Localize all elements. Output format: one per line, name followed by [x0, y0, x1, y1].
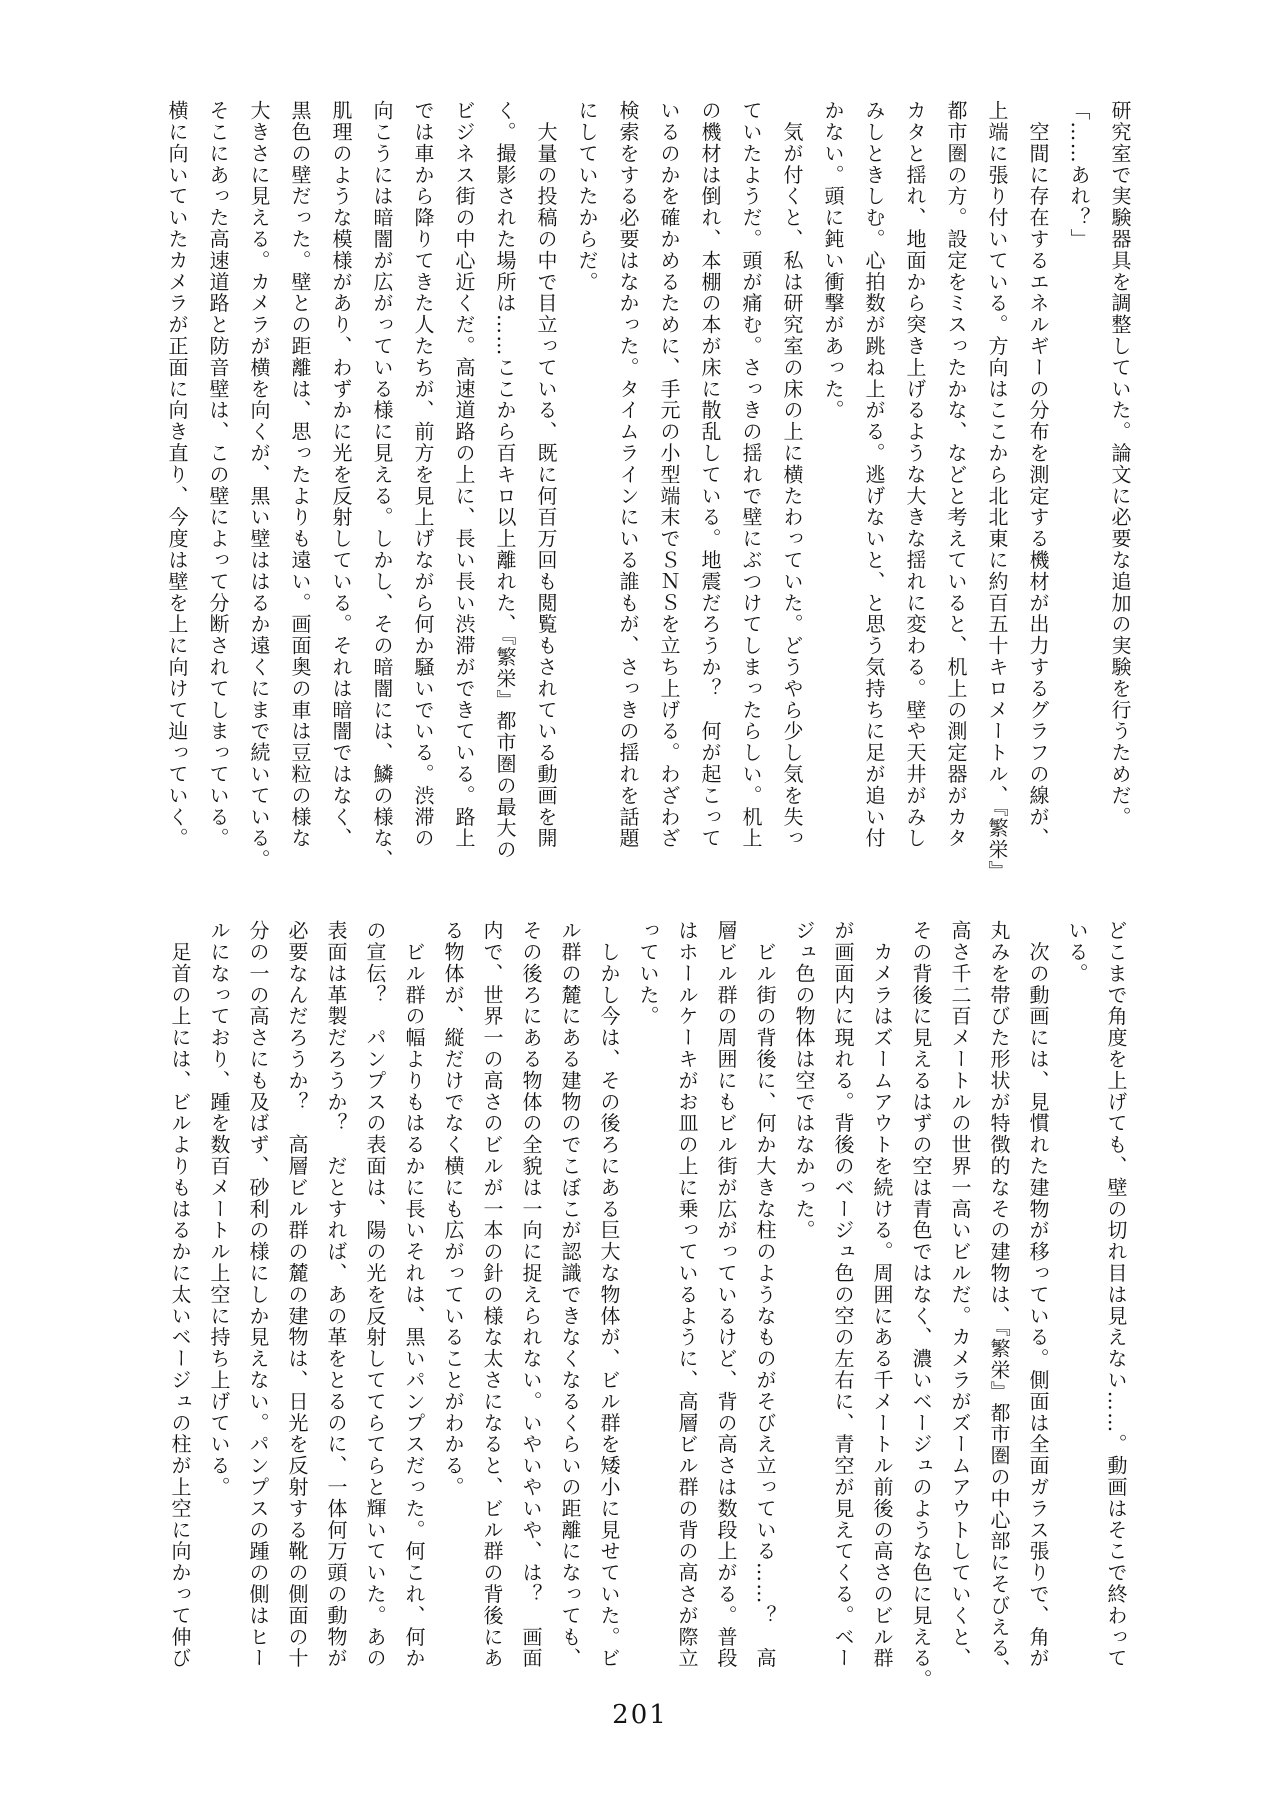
text-line: ビル群の幅よりもはるかに長いそれは、黒いパンプスだった。何これ、何か	[402, 920, 426, 1669]
text-line: いる。	[1065, 920, 1089, 985]
text-line: 大きさに見える。カメラが横を向くが、黒い壁ははるか遠くにまで続いている。	[247, 100, 271, 871]
text-line: ジュ色の物体は空ではなかった。	[792, 920, 816, 1241]
text-line: はホールケーキがお皿の上に乗っているように、高層ビル群の背の高さが際立	[675, 920, 699, 1669]
text-line: 高さ千二百メートルの世界一高いビルだ。カメラがズームアウトしていくと、	[948, 920, 972, 1669]
text-line: ルになっており、踵を数百メートル上空に持ち上げている。	[207, 920, 231, 1498]
text-line: 横に向いていたカメラが正面に向き直り、今度は壁を上に向けて辿っていく。	[165, 100, 189, 849]
text-line: 丸みを帯びた形状が特徴的なその建物は、『繁栄』都市圏の中心部にそびえる、	[987, 920, 1011, 1681]
text-line: しかし今は、その後ろにある巨大な物体が、ビル群を矮小に見せていた。ビ	[597, 920, 621, 1669]
text-line: 必要なんだろうか？ 高層ビル群の麓の建物は、日光を反射する靴の側面の十	[285, 920, 309, 1669]
text-line: ル群の麓にある建物のでこぼこが認識できなくなるくらいの距離になっても、	[558, 920, 582, 1669]
page-footer	[0, 1700, 1280, 1730]
text-line: 肌理のような模様があり、わずかに光を反射している。それは暗闇ではなく、	[329, 100, 353, 849]
text-line: 検索をする必要はなかった。タイムラインにいる誰もが、さっきの揺れを話題	[616, 100, 640, 849]
text-line: の機材は倒れ、本棚の本が床に散乱している。地震だろうか？ 何が起こって	[698, 100, 722, 849]
text-line: いるのかを確かめるために、手元の小型端末でＳＮＳを立ち上げる。わざわざ	[657, 100, 681, 849]
text-line: 黒色の壁だった。壁との距離は、思ったよりも遠い。画面奥の車は豆粒の様な	[288, 100, 312, 849]
text-line: 「……あれ？」	[1067, 100, 1091, 250]
text-line: 研究室で実験器具を調整していた。論文に必要な追加の実験を行うためだ。	[1108, 100, 1132, 828]
text-line: ビジネス街の中心近くだ。高速道路の上に、長い長い渋滞ができている。路上	[452, 100, 476, 849]
text-line: どこまで角度を上げても、壁の切れ目は見えない……。動画はそこで終わって	[1104, 920, 1128, 1669]
text-line: 分の一の高さにも及ばず、砂利の様にしか見えない。パンプスの踵の側はヒー	[246, 920, 270, 1669]
text-line: かない。頭に鈍い衝撃があった。	[821, 100, 845, 421]
text-line: その背後に見えるはずの空は青色ではなく、濃いベージュのような色に見える。	[909, 920, 933, 1691]
text-line: 表面は革製だろうか？ だとすれば、あの革をとるのに、一体何万頭の動物が	[324, 920, 348, 1669]
text-line: 足首の上には、ビルよりもはるかに太いベージュの柱が上空に向かって伸び	[168, 920, 192, 1669]
text-block-bottom	[160, 920, 1135, 1691]
text-line: 次の動画には、見慣れた建物が移っている。側面は全面ガラス張りで、角が	[1026, 920, 1050, 1669]
text-line: ビル街の背後に、何か大きな柱のようなものがそびえ立っている……？ 高	[753, 920, 777, 1669]
text-line: 都市圏の方。設定をミスったかな、などと考えていると、机上の測定器がカタ	[944, 100, 968, 849]
text-line: では車から降りてきた人たちが、前方を見上げながら何か騒いでいる。渋滞の	[411, 100, 435, 849]
text-line: 気が付くと、私は研究室の床の上に横たわっていた。どうやら少し気を失っ	[780, 100, 804, 849]
text-line: 上端に張り付いている。方向はここから北北東に約百五十キロメートル、『繁栄』	[985, 100, 1009, 882]
text-line: 向こうには暗闇が広がっている様に見える。しかし、その暗闇には、鱗の様な、	[370, 100, 394, 871]
text-line: く。撮影された場所は……ここから百キロ以上離れた、『繁栄』都市圏の最大の	[493, 100, 517, 861]
text-line: カタと揺れ、地面から突き上げるような大きな揺れに変わる。壁や天井がみし	[903, 100, 927, 849]
text-line: そこにあった高速道路と防音壁は、この壁によって分断されてしまっている。	[206, 100, 230, 849]
text-line: っていた。	[636, 920, 660, 1027]
text-line: その後ろにある物体の全貌は一向に捉えられない。いやいやいや、は？ 画面	[519, 920, 543, 1669]
page-number: 201	[612, 1700, 668, 1730]
text-line: 空間に存在するエネルギーの分布を測定する機材が出力するグラフの線が、	[1026, 100, 1050, 849]
text-line: みしときしむ。心拍数が跳ね上がる。逃げないと、と思う気持ちに足が追い付	[862, 100, 886, 849]
text-line: 層ビル群の周囲にもビル街が広がっているけど、背の高さは数段上がる。普段	[714, 920, 738, 1669]
text-line: る物体が、縦だけでなく横にも広がっていることがわかる。	[441, 920, 465, 1498]
text-line: にしていたからだ。	[575, 100, 599, 293]
text-block-top	[156, 100, 1140, 882]
text-line: が画面内に現れる。背後のベージュ色の空の左右に、青空が見えてくる。ベー	[831, 920, 855, 1669]
text-line: カメラはズームアウトを続ける。周囲にある千メートル前後の高さのビル群	[870, 920, 894, 1669]
text-line: 大量の投稿の中で目立っている、既に何百万回も閲覧もされている動画を開	[534, 100, 558, 849]
text-line: 内で、世界一の高さのビルが一本の針の様な太さになると、ビル群の背後にあ	[480, 920, 504, 1669]
text-line: の宣伝？ パンプスの表面は、陽の光を反射しててらてらと輝いていた。あの	[363, 920, 387, 1669]
text-line: ていたようだ。頭が痛む。さっきの揺れで壁にぶつけてしまったらしい。机上	[739, 100, 763, 849]
